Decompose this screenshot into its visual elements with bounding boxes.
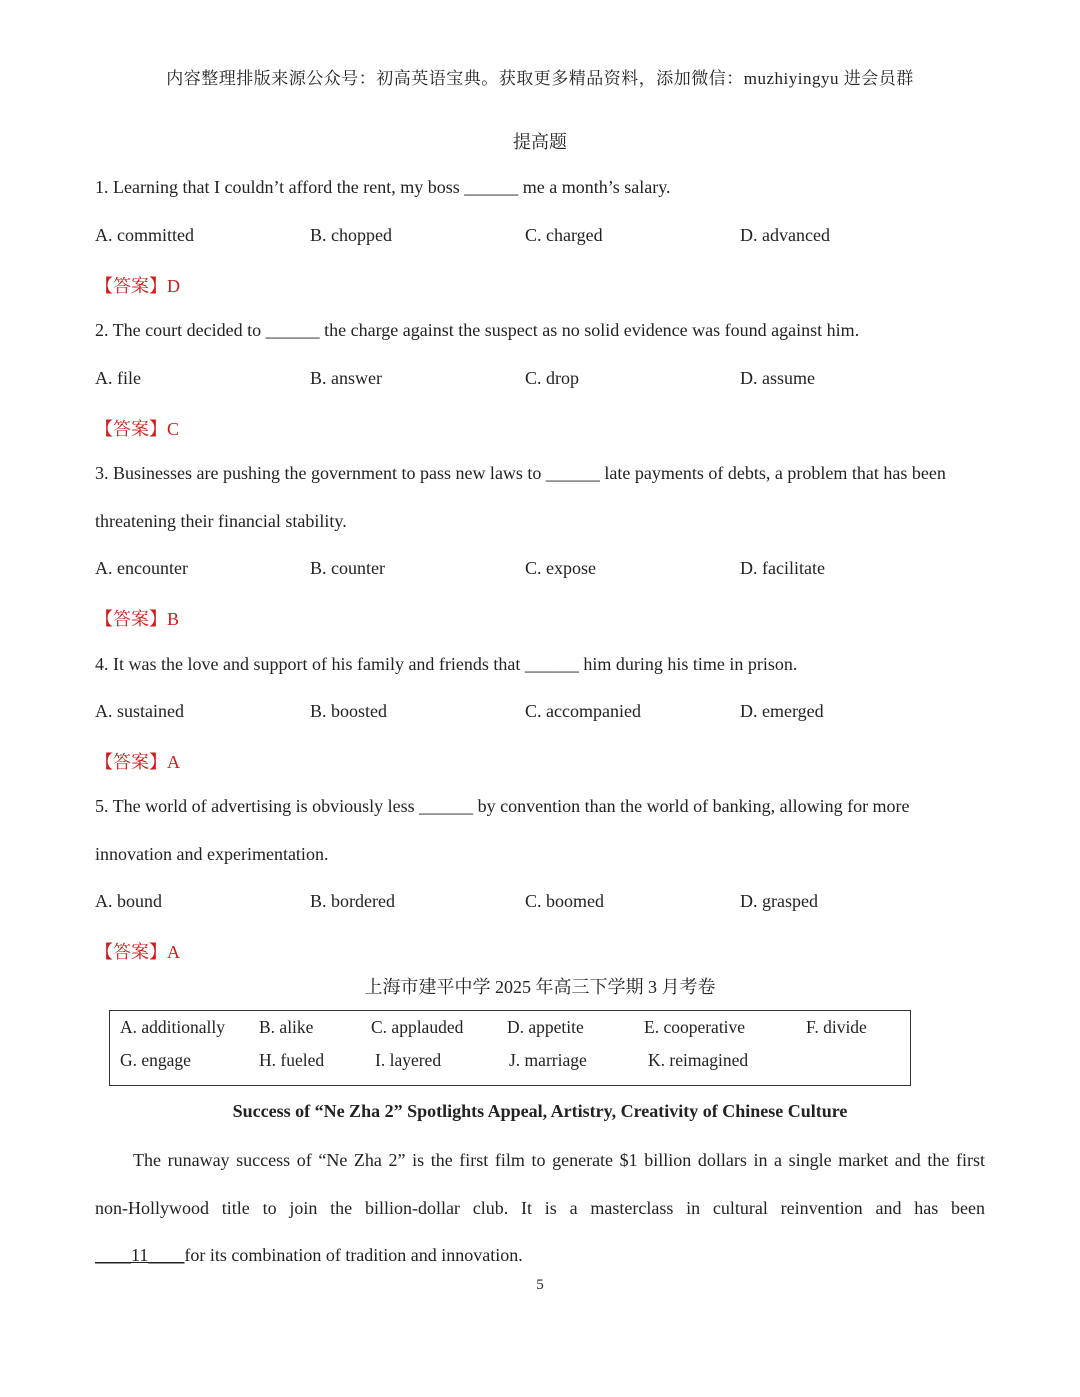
word-bank-item-h: H. fueled <box>259 1050 325 1070</box>
question-5-option-a: A. bound <box>95 891 162 911</box>
question-1-option-c: C. charged <box>525 225 603 245</box>
word-bank-item-j: J. marriage <box>509 1050 587 1070</box>
word-bank-item-b: B. alike <box>259 1017 314 1037</box>
word-bank-item-k: K. reimagined <box>648 1050 749 1070</box>
question-5-option-c: C. boomed <box>525 891 604 911</box>
word-bank-item-d: D. appetite <box>507 1017 584 1037</box>
question-1-option-a: A. committed <box>95 225 194 245</box>
word-bank-item-a: A. additionally <box>120 1017 225 1037</box>
question-2-option-c: C. drop <box>525 368 579 388</box>
question-3-option-b: B. counter <box>310 558 385 578</box>
question-5-answer: 【答案】A <box>95 942 180 962</box>
question-5-text-line-2: innovation and experimentation. <box>95 844 329 864</box>
blank-11: ____11____ <box>95 1245 185 1265</box>
question-2-answer: 【答案】C <box>95 419 180 439</box>
question-2-option-d: D. assume <box>740 368 815 388</box>
page-header: 内容整理排版来源公众号：初高英语宝典。获取更多精品资料，添加微信：muzhiyingyu 进会员群 <box>166 69 914 88</box>
article-paragraph-line-1: The runaway success of “Ne Zha 2” is the first film to generate $1 billion dollars in a single market and the first <box>133 1150 985 1170</box>
question-2-text: 2. The court decided to ______ the charge against the suspect as no solid evidence was found against him. <box>95 320 860 340</box>
article-paragraph-line-3-text: for its combination of tradition and innovation. <box>184 1245 523 1265</box>
question-2-option-b: B. answer <box>310 368 382 388</box>
page-number: 5 <box>536 1277 544 1293</box>
question-3-option-a: A. encounter <box>95 558 188 578</box>
word-bank-item-i: I. layered <box>375 1050 442 1070</box>
question-4-answer: 【答案】A <box>95 752 180 772</box>
word-bank-item-c: C. applauded <box>371 1017 464 1037</box>
question-1-answer: 【答案】D <box>95 276 180 296</box>
question-4-option-c: C. accompanied <box>525 701 641 721</box>
question-3-option-c: C. expose <box>525 558 596 578</box>
question-3-answer: 【答案】B <box>95 609 180 629</box>
question-3-text-line-2: threatening their financial stability. <box>95 511 347 531</box>
question-2-option-a: A. file <box>95 368 141 388</box>
section-title: 提高题 <box>513 132 567 152</box>
article-paragraph-line-3 <box>95 1245 985 1266</box>
question-1-option-b: B. chopped <box>310 225 392 245</box>
question-4-text: 4. It was the love and support of his family and friends that ______ him during his time in prison. <box>95 654 798 674</box>
word-bank-item-e: E. cooperative <box>644 1017 746 1037</box>
question-3-option-d: D. facilitate <box>740 558 825 578</box>
article-title: Success of “Ne Zha 2” Spotlights Appeal, Artistry, Creativity of Chinese Culture <box>232 1101 848 1121</box>
question-5-option-b: B. bordered <box>310 891 395 911</box>
article-paragraph-line-2: non-Hollywood title to join the billion-dollar club. It is a masterclass in cultural reinvention and has been <box>95 1198 985 1218</box>
question-3-text-line-1: 3. Businesses are pushing the government to pass new laws to ______ late payments of debts, a problem that has been <box>95 463 946 483</box>
exam-title: 上海市建平中学 2025 年高三下学期 3 月考卷 <box>364 977 716 997</box>
word-bank-item-g: G. engage <box>120 1050 191 1070</box>
word-bank-item-f: F. divide <box>806 1017 867 1037</box>
question-4-option-a: A. sustained <box>95 701 184 721</box>
question-4-option-b: B. boosted <box>310 701 388 721</box>
question-4-option-d: D. emerged <box>740 701 824 721</box>
question-5-text-line-1: 5. The world of advertising is obviously less ______ by convention than the world of banking, allowing for more <box>95 796 910 816</box>
question-1-option-d: D. advanced <box>740 225 830 245</box>
question-5-option-d: D. grasped <box>740 891 818 911</box>
question-1-text: 1. Learning that I couldn’t afford the rent, my boss ______ me a month’s salary. <box>95 177 671 197</box>
